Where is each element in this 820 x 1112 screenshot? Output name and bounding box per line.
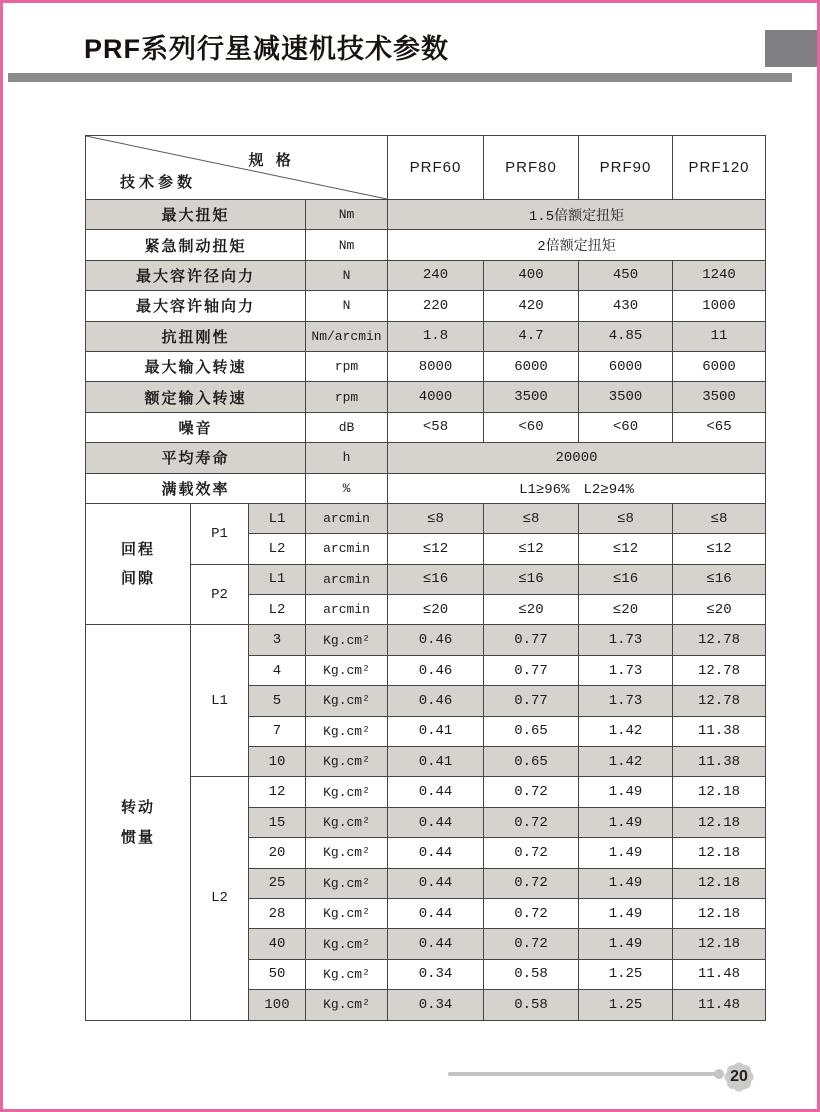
- unit-cell: Kg.cm²: [306, 655, 388, 685]
- value-cell: ≤20: [388, 595, 484, 625]
- unit-cell: Kg.cm²: [306, 777, 388, 807]
- ratio-cell: 40: [249, 929, 306, 959]
- value-cell: <60: [579, 412, 673, 442]
- header-spec-label: 规 格: [248, 152, 295, 169]
- value-cell: 11.48: [673, 959, 766, 989]
- value-cell: 12.78: [673, 655, 766, 685]
- ratio-cell: 5: [249, 686, 306, 716]
- value-cell: 240: [388, 260, 484, 290]
- value-cell: ≤12: [388, 534, 484, 564]
- value-cell: 220: [388, 291, 484, 321]
- value-cell: 0.72: [484, 807, 579, 837]
- value-cell: ≤20: [484, 595, 579, 625]
- value-cell: 6000: [579, 351, 673, 381]
- value-cell: 0.65: [484, 747, 579, 777]
- value-cell: 12.18: [673, 898, 766, 928]
- title-accent-square: [765, 30, 817, 67]
- value-cell: 6000: [673, 351, 766, 381]
- level-cell: L2: [249, 534, 306, 564]
- unit-cell: h: [306, 443, 388, 473]
- table-row: [86, 625, 766, 655]
- inertia-group-text: 转动惯量: [120, 799, 155, 846]
- row-label: 最大输入转速: [86, 351, 306, 381]
- value-cell: 0.44: [388, 807, 484, 837]
- value-cell: 0.44: [388, 868, 484, 898]
- value-cell: 0.41: [388, 747, 484, 777]
- value-cell: 0.72: [484, 777, 579, 807]
- table-row: [86, 230, 766, 260]
- value-cell: 11.48: [673, 990, 766, 1020]
- value-cell: 1.42: [579, 716, 673, 746]
- unit-cell: %: [306, 473, 388, 503]
- ratio-cell: 50: [249, 959, 306, 989]
- value-cell: 1.25: [579, 990, 673, 1020]
- unit-cell: rpm: [306, 351, 388, 381]
- level-cell: L1: [249, 564, 306, 594]
- unit-cell: Kg.cm²: [306, 959, 388, 989]
- value-cell: ≤12: [484, 534, 579, 564]
- level-cell: L1: [191, 625, 249, 777]
- value-cell: 0.44: [388, 838, 484, 868]
- merged-value-cell: 20000: [388, 443, 766, 473]
- level-cell: L2: [191, 777, 249, 1020]
- backlash-group-label: [86, 503, 191, 625]
- ratio-cell: 25: [249, 868, 306, 898]
- value-cell: 1000: [673, 291, 766, 321]
- table-row: [86, 473, 766, 503]
- page-title: PRF系列行星减速机技术参数: [84, 34, 449, 64]
- value-cell: 3500: [579, 382, 673, 412]
- unit-cell: arcmin: [306, 564, 388, 594]
- value-cell: 0.72: [484, 868, 579, 898]
- value-cell: ≤16: [579, 564, 673, 594]
- value-cell: 430: [579, 291, 673, 321]
- title-underline-bar: [8, 73, 792, 82]
- unit-cell: Kg.cm²: [306, 868, 388, 898]
- ratio-cell: 100: [249, 990, 306, 1020]
- row-label: 额定输入转速: [86, 382, 306, 412]
- value-cell: 0.44: [388, 777, 484, 807]
- value-cell: 1.73: [579, 625, 673, 655]
- table-row: [86, 200, 766, 230]
- row-label: 最大容许径向力: [86, 260, 306, 290]
- unit-cell: N: [306, 260, 388, 290]
- value-cell: 1.49: [579, 868, 673, 898]
- unit-cell: arcmin: [306, 503, 388, 533]
- value-cell: 0.77: [484, 625, 579, 655]
- value-cell: 1.49: [579, 929, 673, 959]
- ratio-cell: 3: [249, 625, 306, 655]
- value-cell: ≤16: [673, 564, 766, 594]
- value-cell: ≤12: [673, 534, 766, 564]
- value-cell: <65: [673, 412, 766, 442]
- value-cell: ≤20: [579, 595, 673, 625]
- value-cell: <60: [484, 412, 579, 442]
- table-row: [86, 321, 766, 351]
- value-cell: 420: [484, 291, 579, 321]
- value-cell: 0.46: [388, 625, 484, 655]
- value-cell: <58: [388, 412, 484, 442]
- table-row: [86, 443, 766, 473]
- unit-cell: arcmin: [306, 534, 388, 564]
- value-cell: 12.18: [673, 777, 766, 807]
- unit-cell: Kg.cm²: [306, 625, 388, 655]
- unit-cell: Kg.cm²: [306, 716, 388, 746]
- column-header-model: PRF120: [673, 136, 766, 200]
- value-cell: 11.38: [673, 747, 766, 777]
- value-cell: 12.18: [673, 868, 766, 898]
- level-cell: L2: [249, 595, 306, 625]
- unit-cell: Kg.cm²: [306, 747, 388, 777]
- value-cell: 12.18: [673, 807, 766, 837]
- column-header-model: PRF90: [579, 136, 673, 200]
- value-cell: 1.49: [579, 838, 673, 868]
- value-cell: 12.78: [673, 686, 766, 716]
- value-cell: 4000: [388, 382, 484, 412]
- value-cell: 400: [484, 260, 579, 290]
- ratio-cell: 10: [249, 747, 306, 777]
- value-cell: 450: [579, 260, 673, 290]
- value-cell: 0.44: [388, 929, 484, 959]
- value-cell: 0.77: [484, 655, 579, 685]
- value-cell: 0.65: [484, 716, 579, 746]
- value-cell: 0.58: [484, 959, 579, 989]
- value-cell: 0.44: [388, 898, 484, 928]
- value-cell: ≤12: [579, 534, 673, 564]
- ratio-cell: 12: [249, 777, 306, 807]
- ratio-cell: 7: [249, 716, 306, 746]
- value-cell: ≤8: [484, 503, 579, 533]
- merged-value-cell: L1≥96% L2≥94%: [388, 473, 766, 503]
- ratio-cell: 4: [249, 655, 306, 685]
- unit-cell: Kg.cm²: [306, 929, 388, 959]
- value-cell: 0.72: [484, 929, 579, 959]
- value-cell: 1.49: [579, 898, 673, 928]
- value-cell: 4.85: [579, 321, 673, 351]
- value-cell: 11: [673, 321, 766, 351]
- row-label: 满载效率: [86, 473, 306, 503]
- unit-cell: Kg.cm²: [306, 807, 388, 837]
- unit-cell: Nm/arcmin: [306, 321, 388, 351]
- value-cell: ≤8: [388, 503, 484, 533]
- value-cell: 0.34: [388, 990, 484, 1020]
- gear-icon: [723, 1061, 755, 1093]
- value-cell: ≤8: [579, 503, 673, 533]
- table-row: [86, 291, 766, 321]
- table-row: [86, 503, 766, 533]
- value-cell: 0.41: [388, 716, 484, 746]
- value-cell: 12.18: [673, 838, 766, 868]
- value-cell: 0.58: [484, 990, 579, 1020]
- merged-value-cell: 2倍额定扭矩: [388, 230, 766, 260]
- unit-cell: Kg.cm²: [306, 990, 388, 1020]
- value-cell: 0.72: [484, 898, 579, 928]
- inertia-group-label: [86, 625, 191, 1020]
- table-row: [86, 260, 766, 290]
- row-label: 噪音: [86, 412, 306, 442]
- value-cell: 1.73: [579, 686, 673, 716]
- value-cell: 12.18: [673, 929, 766, 959]
- value-cell: 1.42: [579, 747, 673, 777]
- table-row: [86, 412, 766, 442]
- value-cell: 0.46: [388, 655, 484, 685]
- value-cell: 1.25: [579, 959, 673, 989]
- value-cell: 1240: [673, 260, 766, 290]
- value-cell: 3500: [673, 382, 766, 412]
- grade-cell: P1: [191, 503, 249, 564]
- value-cell: 12.78: [673, 625, 766, 655]
- value-cell: 1.49: [579, 777, 673, 807]
- value-cell: ≤16: [388, 564, 484, 594]
- ratio-cell: 28: [249, 898, 306, 928]
- row-label: 抗扭刚性: [86, 321, 306, 351]
- value-cell: 1.8: [388, 321, 484, 351]
- value-cell: 0.46: [388, 686, 484, 716]
- value-cell: 1.73: [579, 655, 673, 685]
- unit-cell: Kg.cm²: [306, 898, 388, 928]
- unit-cell: Nm: [306, 200, 388, 230]
- merged-value-cell: 1.5倍额定扭矩: [388, 200, 766, 230]
- value-cell: ≤16: [484, 564, 579, 594]
- ratio-cell: 15: [249, 807, 306, 837]
- value-cell: 0.72: [484, 838, 579, 868]
- value-cell: 6000: [484, 351, 579, 381]
- value-cell: 0.34: [388, 959, 484, 989]
- value-cell: 4.7: [484, 321, 579, 351]
- spec-table: [85, 135, 766, 1021]
- value-cell: ≤8: [673, 503, 766, 533]
- value-cell: ≤20: [673, 595, 766, 625]
- row-label: 紧急制动扭矩: [86, 230, 306, 260]
- row-label: 最大容许轴向力: [86, 291, 306, 321]
- footer-rule: [448, 1072, 720, 1076]
- row-label: 最大扭矩: [86, 200, 306, 230]
- unit-cell: N: [306, 291, 388, 321]
- page-number-badge: 20: [730, 1068, 748, 1085]
- value-cell: 8000: [388, 351, 484, 381]
- column-header-model: PRF80: [484, 136, 579, 200]
- unit-cell: dB: [306, 412, 388, 442]
- column-header-model: PRF60: [388, 136, 484, 200]
- value-cell: 3500: [484, 382, 579, 412]
- ratio-cell: 20: [249, 838, 306, 868]
- unit-cell: Kg.cm²: [306, 686, 388, 716]
- backlash-group-text: 回程间隙: [120, 540, 155, 588]
- unit-cell: Nm: [306, 230, 388, 260]
- value-cell: 1.49: [579, 807, 673, 837]
- row-label: 平均寿命: [86, 443, 306, 473]
- unit-cell: Kg.cm²: [306, 838, 388, 868]
- header-param-label: 技术参数: [120, 174, 197, 191]
- value-cell: 0.77: [484, 686, 579, 716]
- unit-cell: arcmin: [306, 595, 388, 625]
- table-row: [86, 382, 766, 412]
- value-cell: 11.38: [673, 716, 766, 746]
- unit-cell: rpm: [306, 382, 388, 412]
- table-row: [86, 351, 766, 381]
- grade-cell: P2: [191, 564, 249, 625]
- level-cell: L1: [249, 503, 306, 533]
- header-corner-cell: [86, 136, 388, 200]
